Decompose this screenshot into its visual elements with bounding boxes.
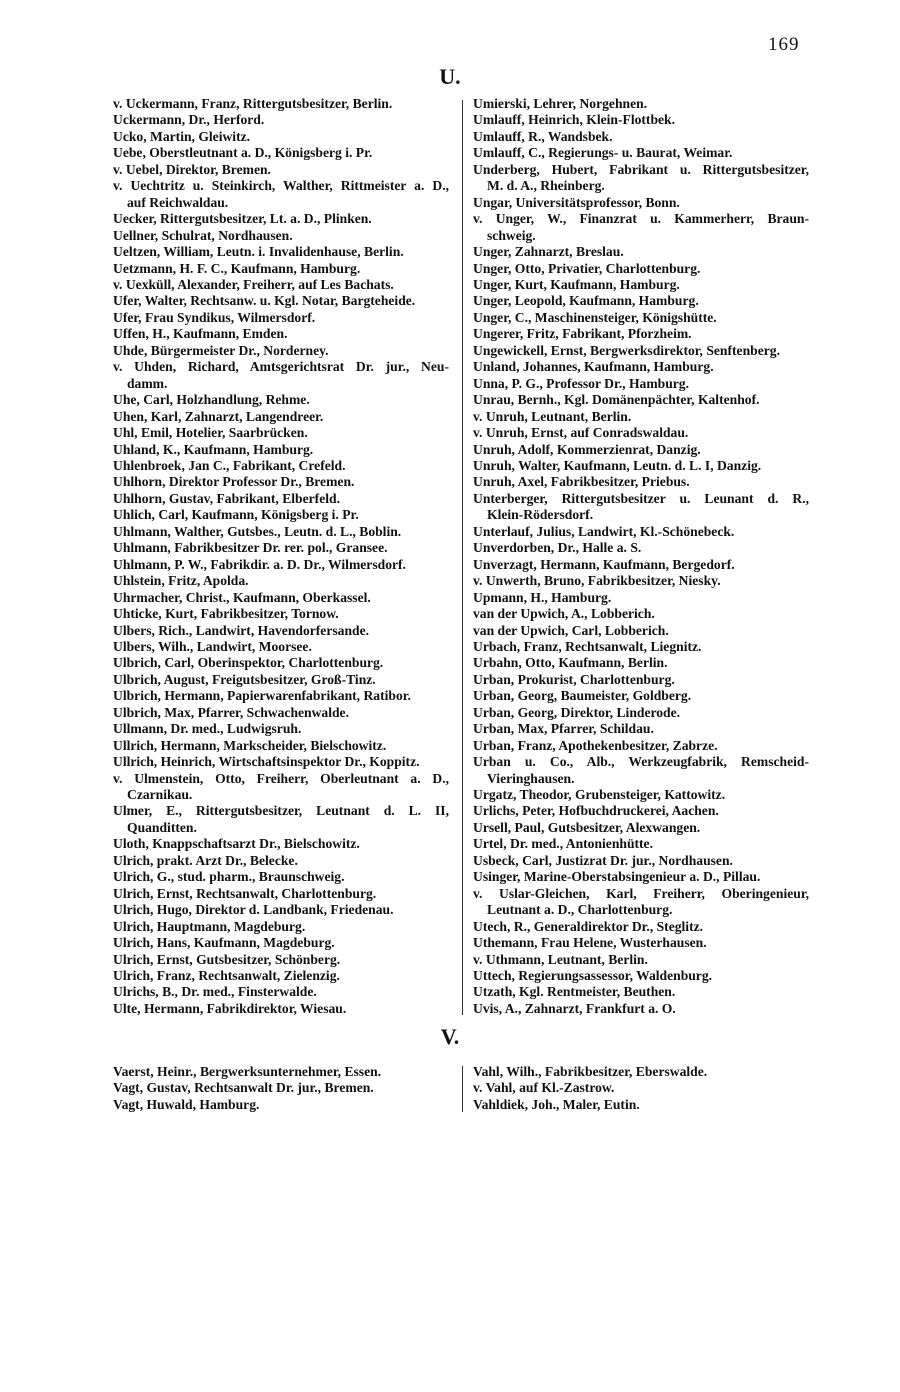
- directory-entry: [473, 195, 809, 211]
- directory-entry: [113, 425, 449, 441]
- entry-line: Urban, Franz, Apothekenbesitzer, Zabrze.: [473, 737, 718, 753]
- directory-entry: [473, 343, 809, 359]
- directory-entry: [473, 721, 809, 737]
- entry-line: Uhrmacher, Christ., Kaufmann, Oberkassel.: [113, 589, 371, 605]
- entry-line: Unger, Kurt, Kaufmann, Hamburg.: [473, 276, 680, 292]
- directory-entry: [473, 688, 809, 704]
- entry-continuation-line: Vieringhausen.: [487, 770, 575, 786]
- directory-entry: [473, 425, 809, 441]
- directory-entry: [473, 1064, 809, 1080]
- directory-entry: [113, 672, 449, 688]
- entry-line: Umlauff, Heinrich, Klein-Flottbek.: [473, 112, 676, 128]
- directory-entry: [113, 310, 449, 326]
- directory-entry: [473, 491, 809, 524]
- entry-line: Uhlmann, P. W., Fabrikdir. a. D. Dr., Wilmersdorf.: [113, 556, 406, 572]
- entry-line: Underberg, Hubert, Fabrikant u. Rittergutsbesitzer,: [473, 161, 809, 177]
- directory-entry: [113, 491, 449, 507]
- directory-entry: [113, 244, 449, 260]
- section-heading-u: U.: [439, 64, 461, 89]
- directory-entry: [113, 507, 449, 523]
- directory-entry: [113, 573, 449, 589]
- directory-entry: [473, 392, 809, 408]
- entry-line: Uckermann, Dr., Herford.: [113, 112, 265, 128]
- entry-line: Utzath, Kgl. Rentmeister, Beuthen.: [473, 984, 676, 1000]
- page-number: 169: [768, 34, 800, 55]
- entry-line: Ulte, Hermann, Fabrikdirektor, Wiesau.: [113, 1000, 347, 1016]
- entry-line: Unrau, Bernh., Kgl. Domänenpächter, Kaltenhof.: [473, 392, 760, 408]
- entry-continuation-line: Klein-Rödersdorf.: [487, 507, 594, 523]
- directory-entry: [113, 540, 449, 556]
- directory-entry: [113, 524, 449, 540]
- entry-line: Uttech, Regierungsassessor, Waldenburg.: [473, 968, 713, 984]
- entry-line: van der Upwich, A., Lobberich.: [473, 606, 655, 622]
- directory-entry: [473, 1080, 809, 1096]
- entry-line: Ulrich, Hugo, Direktor d. Landbank, Friedenau.: [113, 902, 394, 918]
- directory-entry: [113, 803, 449, 836]
- entry-line: Ursell, Paul, Gutsbesitzer, Alexwangen.: [473, 819, 701, 835]
- entry-line: Ulrich, Hauptmann, Magdeburg.: [113, 918, 306, 934]
- entry-line: van der Upwich, Carl, Lobberich.: [473, 622, 669, 638]
- entry-line: Urtel, Dr. med., Antonienhütte.: [473, 836, 653, 852]
- directory-entry: [113, 178, 449, 211]
- directory-entry: [113, 112, 449, 128]
- entry-line: Unna, P. G., Professor Dr., Hamburg.: [473, 375, 690, 391]
- section-v-right-column: [473, 1064, 809, 1113]
- directory-entry: [113, 392, 449, 408]
- entry-line: Ullmann, Dr. med., Ludwigsruh.: [113, 721, 302, 737]
- directory-entry: [473, 886, 809, 919]
- entry-line: Unruh, Axel, Fabrikbesitzer, Priebus.: [473, 474, 690, 490]
- entry-line: Uhland, K., Kaufmann, Hamburg.: [113, 441, 314, 457]
- directory-entry: [113, 721, 449, 737]
- entry-line: Vagt, Gustav, Rechtsanwalt Dr. jur., Bremen.: [113, 1080, 374, 1096]
- directory-entry: [473, 524, 809, 540]
- directory-entry: [113, 754, 449, 770]
- directory-entry: [113, 853, 449, 869]
- directory-entry: [473, 573, 809, 589]
- directory-entry: [113, 261, 449, 277]
- section-u-right-column: [473, 96, 809, 1017]
- entry-line: v. Unruh, Ernst, auf Conradswaldau.: [473, 425, 689, 441]
- entry-line: v. Uslar-Gleichen, Karl, Freiherr, Oberingenieur,: [473, 885, 809, 901]
- entry-line: Urban, Max, Pfarrer, Schildau.: [473, 721, 654, 737]
- entry-continuation-line: M. d. A., Rheinberg.: [487, 178, 605, 194]
- directory-entry: [473, 968, 809, 984]
- directory-entry: [473, 261, 809, 277]
- entry-line: Unruh, Walter, Kaufmann, Leutn. d. L. I, Danzig.: [473, 457, 762, 473]
- entry-line: Ungar, Universitätsprofessor, Bonn.: [473, 194, 680, 210]
- directory-entry: [113, 557, 449, 573]
- entry-line: v. Uebel, Direktor, Bremen.: [113, 161, 271, 177]
- entry-line: v. Uthmann, Leutnant, Berlin.: [473, 951, 648, 967]
- entry-line: Unterberger, Rittergutsbesitzer u. Leunant d. R.,: [473, 490, 809, 506]
- directory-entry: [473, 145, 809, 161]
- directory-entry: [113, 623, 449, 639]
- entry-line: Umlauff, C., Regierungs- u. Baurat, Weimar.: [473, 145, 733, 161]
- directory-entry: [113, 442, 449, 458]
- directory-entry: [473, 409, 809, 425]
- directory-entry: [473, 244, 809, 260]
- entry-line: Urbach, Franz, Rechtsanwalt, Liegnitz.: [473, 638, 702, 654]
- directory-entry: [113, 935, 449, 951]
- entry-line: Unger, C., Maschinensteiger, Königshütte.: [473, 309, 717, 325]
- entry-line: Uhlenbroek, Jan C., Fabrikant, Crefeld.: [113, 457, 346, 473]
- directory-entry: [473, 1001, 809, 1017]
- directory-entry: [473, 540, 809, 556]
- entry-line: Usinger, Marine-Oberstabsingenieur a. D., Pillau.: [473, 869, 761, 885]
- directory-entry: [473, 458, 809, 474]
- directory-entry: [113, 326, 449, 342]
- entry-line: Ucko, Martin, Gleiwitz.: [113, 128, 251, 144]
- entry-line: v. Unruh, Leutnant, Berlin.: [473, 408, 632, 424]
- entry-line: Umierski, Lehrer, Norgehnen.: [473, 96, 648, 111]
- entry-continuation-line: auf Reichwaldau.: [127, 194, 229, 210]
- entry-line: Unland, Johannes, Kaufmann, Hamburg.: [473, 359, 714, 375]
- entry-line: Uhticke, Kurt, Fabrikbesitzer, Tornow.: [113, 606, 339, 622]
- directory-entry: [113, 590, 449, 606]
- directory-entry: [113, 1064, 449, 1080]
- entry-line: Vahldiek, Joh., Maler, Eutin.: [473, 1096, 640, 1112]
- directory-entry: [113, 738, 449, 754]
- directory-entry: [473, 606, 809, 622]
- entry-line: Ungerer, Fritz, Fabrikant, Pforzheim.: [473, 326, 692, 342]
- entry-line: Umlauff, R., Wandsbek.: [473, 128, 613, 144]
- directory-entry: [113, 606, 449, 622]
- directory-entry: [473, 129, 809, 145]
- entry-line: Uhlmann, Fabrikbesitzer Dr. rer. pol., Gransee.: [113, 540, 388, 556]
- entry-line: Urgatz, Theodor, Grubensteiger, Kattowitz.: [473, 787, 726, 803]
- entry-line: Ulbers, Wilh., Landwirt, Moorsee.: [113, 638, 312, 654]
- directory-entry: [473, 935, 809, 951]
- directory-entry: [113, 162, 449, 178]
- directory-entry: [113, 771, 449, 804]
- directory-entry: [473, 820, 809, 836]
- section-v-left-column: [113, 1064, 449, 1113]
- entry-line: Urban, Georg, Direktor, Linderode.: [473, 704, 681, 720]
- entry-line: Utech, R., Generaldirektor Dr., Steglitz.: [473, 918, 704, 934]
- entry-line: Uvis, A., Zahnarzt, Frankfurt a. O.: [473, 1000, 676, 1016]
- entry-line: v. Uckermann, Franz, Rittergutsbesitzer, Berlin.: [113, 96, 393, 111]
- entry-line: Uhen, Karl, Zahnarzt, Langendreer.: [113, 408, 324, 424]
- directory-entry: [473, 787, 809, 803]
- entry-line: Ulrich, prakt. Arzt Dr., Belecke.: [113, 852, 298, 868]
- directory-entry: [113, 458, 449, 474]
- entry-line: Urbahn, Otto, Kaufmann, Berlin.: [473, 655, 668, 671]
- entry-line: Uhlich, Carl, Kaufmann, Königsberg i. Pr.: [113, 507, 359, 523]
- directory-entry: [113, 474, 449, 490]
- entry-line: Uhlhorn, Gustav, Fabrikant, Elberfeld.: [113, 490, 340, 506]
- directory-entry: [473, 705, 809, 721]
- entry-continuation-line: Quanditten.: [127, 819, 197, 835]
- directory-entry: [473, 326, 809, 342]
- directory-entry: [473, 639, 809, 655]
- directory-entry: [473, 96, 809, 112]
- section-heading-v: V.: [440, 1024, 460, 1049]
- directory-entry: [473, 672, 809, 688]
- entry-line: Uhlmann, Walther, Gutsbes., Leutn. d. L., Boblin.: [113, 523, 402, 539]
- column-divider: [462, 100, 463, 1015]
- directory-entry: [473, 984, 809, 1000]
- entry-line: Ueltzen, William, Leutn. i. Invalidenhause, Berlin.: [113, 244, 404, 260]
- entry-line: Unverdorben, Dr., Halle a. S.: [473, 540, 642, 556]
- directory-entry: [113, 688, 449, 704]
- entry-line: Unger, Zahnarzt, Breslau.: [473, 244, 624, 260]
- directory-entry: [113, 145, 449, 161]
- entry-line: Uhlhorn, Direktor Professor Dr., Bremen.: [113, 474, 355, 490]
- entry-continuation-line: damm.: [127, 375, 168, 391]
- entry-line: Upmann, H., Hamburg.: [473, 589, 612, 605]
- directory-entry: [113, 409, 449, 425]
- directory-entry: [473, 211, 809, 244]
- entry-line: Urban u. Co., Alb., Werkzeugfabrik, Remscheid-: [473, 754, 809, 770]
- directory-entry: [113, 228, 449, 244]
- entry-line: Uebe, Oberstleutnant a. D., Königsberg i. Pr.: [113, 145, 373, 161]
- entry-line: Uhde, Bürgermeister Dr., Norderney.: [113, 342, 329, 358]
- entry-continuation-line: Czarnikau.: [127, 787, 193, 803]
- entry-line: Unger, Otto, Privatier, Charlottenburg.: [473, 260, 701, 276]
- directory-entry: [113, 359, 449, 392]
- entry-line: Ullrich, Hermann, Markscheider, Bielschowitz.: [113, 737, 387, 753]
- entry-line: Urban, Georg, Baumeister, Goldberg.: [473, 688, 692, 704]
- directory-entry: [113, 1080, 449, 1096]
- entry-line: v. Uechtritz u. Steinkirch, Walther, Rittmeister a. D.,: [113, 178, 449, 194]
- directory-entry: [473, 310, 809, 326]
- directory-entry: [473, 112, 809, 128]
- directory-entry: [473, 853, 809, 869]
- entry-line: Uecker, Rittergutsbesitzer, Lt. a. D., Plinken.: [113, 211, 372, 227]
- section-u-left-column: [113, 96, 449, 1017]
- entry-line: Urlichs, Peter, Hofbuchdruckerei, Aachen.: [473, 803, 719, 819]
- entry-line: Vagt, Huwald, Hamburg.: [113, 1096, 260, 1112]
- directory-entry: [113, 869, 449, 885]
- directory-entry: [113, 952, 449, 968]
- directory-entry: [473, 277, 809, 293]
- directory-entry: [473, 474, 809, 490]
- entry-line: Ullrich, Heinrich, Wirtschaftsinspektor Dr., Koppitz.: [113, 754, 420, 770]
- entry-line: v. Unger, W., Finanzrat u. Kammerherr, Braun-: [473, 211, 809, 227]
- directory-entry: [113, 277, 449, 293]
- directory-entry: [113, 1001, 449, 1017]
- entry-line: Unger, Leopold, Kaufmann, Hamburg.: [473, 293, 699, 309]
- directory-entry: [113, 96, 449, 112]
- entry-line: Ulbrich, Hermann, Papierwarenfabrikant, Ratibor.: [113, 688, 411, 704]
- directory-entry: [473, 376, 809, 392]
- entry-line: Uffen, H., Kaufmann, Emden.: [113, 326, 288, 342]
- directory-entry: [473, 738, 809, 754]
- directory-entry: [473, 803, 809, 819]
- entry-line: Ulrich, Ernst, Gutsbesitzer, Schönberg.: [113, 951, 341, 967]
- entry-line: Ulrichs, B., Dr. med., Finsterwalde.: [113, 984, 317, 1000]
- entry-line: Ulmer, E., Rittergutsbesitzer, Leutnant d. L. II,: [113, 803, 449, 819]
- entry-line: Unverzagt, Hermann, Kaufmann, Bergedorf.: [473, 556, 735, 572]
- directory-entry: [473, 623, 809, 639]
- entry-line: Ulbers, Rich., Landwirt, Havendorfersande.: [113, 622, 370, 638]
- entry-line: Unruh, Adolf, Kommerzienrat, Danzig.: [473, 441, 701, 457]
- directory-entry: [113, 886, 449, 902]
- entry-line: Uetzmann, H. F. C., Kaufmann, Hamburg.: [113, 260, 361, 276]
- directory-entry: [113, 655, 449, 671]
- directory-entry: [113, 919, 449, 935]
- entry-line: Ulbrich, August, Freigutsbesitzer, Groß-Tinz.: [113, 671, 376, 687]
- entry-line: Unterlauf, Julius, Landwirt, Kl.-Schönebeck.: [473, 523, 735, 539]
- entry-line: Vahl, Wilh., Fabrikbesitzer, Eberswalde.: [473, 1064, 708, 1079]
- directory-entry: [473, 754, 809, 787]
- entry-line: Ulrich, Hans, Kaufmann, Magdeburg.: [113, 935, 335, 951]
- directory-entry: [113, 343, 449, 359]
- entry-line: Uhl, Emil, Hotelier, Saarbrücken.: [113, 425, 308, 441]
- entry-line: Uthemann, Frau Helene, Wusterhausen.: [473, 935, 707, 951]
- entry-line: Ulbrich, Max, Pfarrer, Schwachenwalde.: [113, 704, 349, 720]
- directory-entry: [473, 557, 809, 573]
- directory-entry: [113, 129, 449, 145]
- entry-line: Uhlstein, Fritz, Apolda.: [113, 573, 249, 589]
- directory-entry: [473, 442, 809, 458]
- directory-entry: [473, 952, 809, 968]
- entry-line: Ufer, Walter, Rechtsanw. u. Kgl. Notar, Bargteheide.: [113, 293, 416, 309]
- entry-line: Usbeck, Carl, Justizrat Dr. jur., Nordhausen.: [473, 852, 733, 868]
- directory-entry: [113, 293, 449, 309]
- entry-line: v. Ulmenstein, Otto, Freiherr, Oberleutnant a. D.,: [113, 770, 449, 786]
- entry-line: Ulbrich, Carl, Oberinspektor, Charlottenburg.: [113, 655, 384, 671]
- entry-line: v. Uhden, Richard, Amtsgerichtsrat Dr. jur., Neu-: [113, 359, 449, 375]
- directory-entry: [113, 902, 449, 918]
- entry-line: Ulrich, Ernst, Rechtsanwalt, Charlottenburg.: [113, 885, 377, 901]
- entry-line: Uellner, Schulrat, Nordhausen.: [113, 227, 293, 243]
- entry-line: Uloth, Knappschaftsarzt Dr., Bielschowitz.: [113, 836, 360, 852]
- entry-line: Ulrich, Franz, Rechtsanwalt, Zielenzig.: [113, 968, 340, 984]
- directory-entry: [473, 655, 809, 671]
- directory-entry: [473, 359, 809, 375]
- directory-entry: [113, 705, 449, 721]
- directory-entry: [113, 836, 449, 852]
- directory-entry: [473, 836, 809, 852]
- directory-entry: [473, 869, 809, 885]
- entry-line: Ufer, Frau Syndikus, Wilmersdorf.: [113, 309, 316, 325]
- directory-entry: [113, 211, 449, 227]
- entry-line: v. Uexküll, Alexander, Freiherr, auf Les Bachats.: [113, 276, 394, 292]
- entry-line: Ungewickell, Ernst, Bergwerksdirektor, Senftenberg.: [473, 342, 780, 358]
- directory-entry: [473, 590, 809, 606]
- entry-line: v. Vahl, auf Kl.-Zastrow.: [473, 1080, 615, 1096]
- directory-entry: [113, 1097, 449, 1113]
- directory-entry: [113, 639, 449, 655]
- directory-entry: [473, 919, 809, 935]
- entry-continuation-line: schweig.: [487, 227, 536, 243]
- directory-entry: [473, 293, 809, 309]
- column-divider: [462, 1066, 463, 1112]
- entry-line: Urban, Prokurist, Charlottenburg.: [473, 671, 675, 687]
- entry-line: Ulrich, G., stud. pharm., Braunschweig.: [113, 869, 345, 885]
- directory-entry: [113, 984, 449, 1000]
- entry-line: Vaerst, Heinr., Bergwerksunternehmer, Essen.: [113, 1064, 382, 1079]
- directory-entry: [113, 968, 449, 984]
- entry-line: Uhe, Carl, Holzhandlung, Rehme.: [113, 392, 310, 408]
- entry-continuation-line: Leutnant a. D., Charlottenburg.: [487, 902, 673, 918]
- directory-entry: [473, 1097, 809, 1113]
- directory-entry: [473, 162, 809, 195]
- entry-line: v. Unwerth, Bruno, Fabrikbesitzer, Niesky.: [473, 573, 721, 589]
